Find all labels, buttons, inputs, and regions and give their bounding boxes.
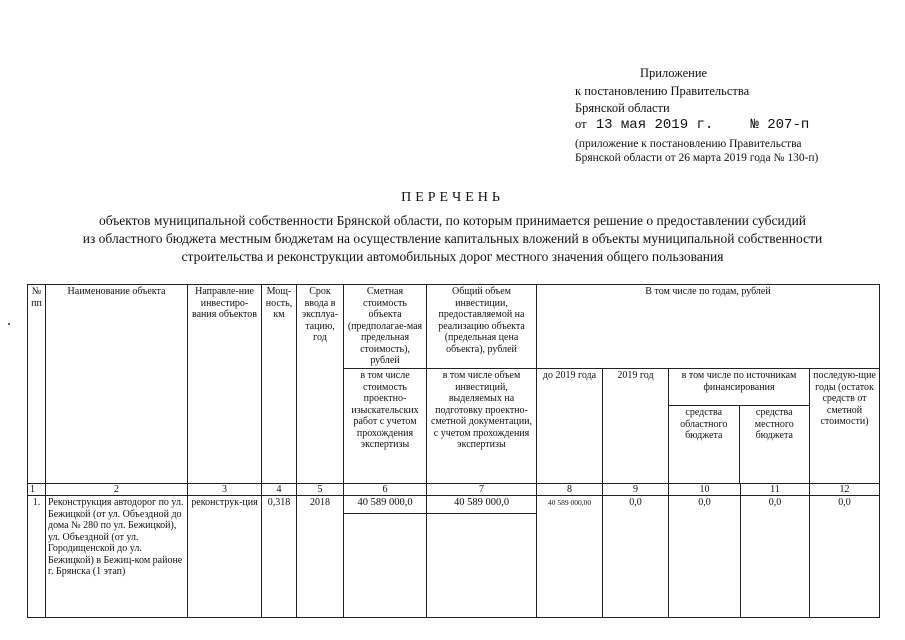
header-num: № пп xyxy=(28,285,46,484)
header-following: последую-щие годы (остаток средств от сметной стоимости) xyxy=(810,369,880,484)
header-name: Наименование объекта xyxy=(46,285,188,484)
header-by-sources-cell xyxy=(669,369,810,484)
subtitle-line-1: объектов муниципальной собственности Брянской области, по которым принимается решение о предоставлении субсидий xyxy=(98,213,807,228)
row-2019: 0,0 xyxy=(603,496,669,618)
table-row xyxy=(28,496,880,618)
row-following: 0,0 xyxy=(810,496,880,618)
row-estimate: 40 589 000,0 xyxy=(344,496,426,514)
appendix-label: Приложение xyxy=(640,66,708,80)
resolution-date-line xyxy=(575,117,809,133)
row-local: 0,0 xyxy=(741,496,810,618)
column-number: 11 xyxy=(741,484,810,496)
header-total-invest: Общий объем инвестиции, предоставляемой на реализацию объекта (предельная цена объекта), рублей xyxy=(427,285,537,369)
appendix-resolution-line: к постановлению Правительства xyxy=(575,84,750,98)
document-title: ПЕРЕЧЕНЬ xyxy=(401,190,504,205)
resolution-number: № 207-п xyxy=(750,117,810,133)
row-estimate-cell xyxy=(344,496,427,618)
header-by-sources: в том числе по источникам финансирования xyxy=(669,369,809,406)
header-before-2019: до 2019 года xyxy=(537,369,603,484)
row-regional: 0,0 xyxy=(669,496,741,618)
header-estimate: Сметная стоимость объекта (предполагае-мая предельная стоимость), рублей xyxy=(344,285,427,369)
column-number: 7 xyxy=(427,484,537,496)
date-prefix: от xyxy=(575,117,587,131)
header-capacity: Мощ-ность, км xyxy=(262,285,297,484)
column-number: 6 xyxy=(344,484,427,496)
appendix-note-line-2: Брянской области от 26 марта 2019 года № 130-п) xyxy=(575,152,819,164)
scan-speck xyxy=(8,323,10,325)
header-invest-design: в том числе объем инвестиций, выделяемых на подготовку проектно-сметной документации, с учетом прохождения экспертизы xyxy=(427,369,537,484)
header-term: Срок ввода в эксплуа-тацию, год xyxy=(297,285,344,484)
row-term: 2018 xyxy=(297,496,344,618)
column-number: 8 xyxy=(537,484,603,496)
column-number: 4 xyxy=(262,484,297,496)
header-estimate-design: в том числе стоимость проектно-изыскательских работ с учетом прохождения экспертизы xyxy=(344,369,427,484)
row-direction: реконструк-ция xyxy=(188,496,262,618)
header-local: средства местного бюджета xyxy=(754,407,794,441)
row-num: 1. xyxy=(28,496,46,618)
appendix-note-line-1: (приложение к постановлению Правительства xyxy=(575,138,802,150)
column-number: 10 xyxy=(669,484,741,496)
header-direction: Направле-ние инвестиро-вания объектов xyxy=(188,285,262,484)
column-number: 5 xyxy=(297,484,344,496)
header-by-years: В том числе по годам, рублей xyxy=(537,285,880,369)
row-total-invest: 40 589 000,0 xyxy=(427,496,536,514)
header-sources-split xyxy=(669,406,809,483)
subtitle-line-3: строительства и реконструкции автомобильных дорог местного значения общего пользования xyxy=(181,249,724,264)
row-capacity: 0,318 xyxy=(262,496,297,618)
objects-table xyxy=(27,284,880,618)
header-2019: 2019 год xyxy=(603,369,669,484)
row-before-2019: 40 589 000,00 xyxy=(537,496,603,618)
header-regional: средства областного бюджета xyxy=(669,406,740,483)
column-number: 12 xyxy=(810,484,880,496)
subtitle-line-2: из областного бюджета местным бюджетам на осуществление капитальных вложений в объекты муниципальной собственности xyxy=(82,231,823,246)
column-number: 2 xyxy=(46,484,188,496)
resolution-date: 13 мая 2019 г. xyxy=(595,117,714,133)
column-numbers-row xyxy=(28,484,880,496)
appendix-region-line: Брянской области xyxy=(575,101,670,115)
row-total-invest-cell xyxy=(427,496,537,618)
column-number: 3 xyxy=(188,484,262,496)
column-number: 1 xyxy=(28,484,46,496)
column-number: 9 xyxy=(603,484,669,496)
row-name: Реконструкция автодорог по ул. Бежицкой (от ул. Объездной до дома № 280 по ул. Бежицкой), ул. Объездной (от ул. Городищенской до ул. Бежицкой) в Бежиц-ком районе г. Брянска (1 этап) xyxy=(46,496,188,618)
